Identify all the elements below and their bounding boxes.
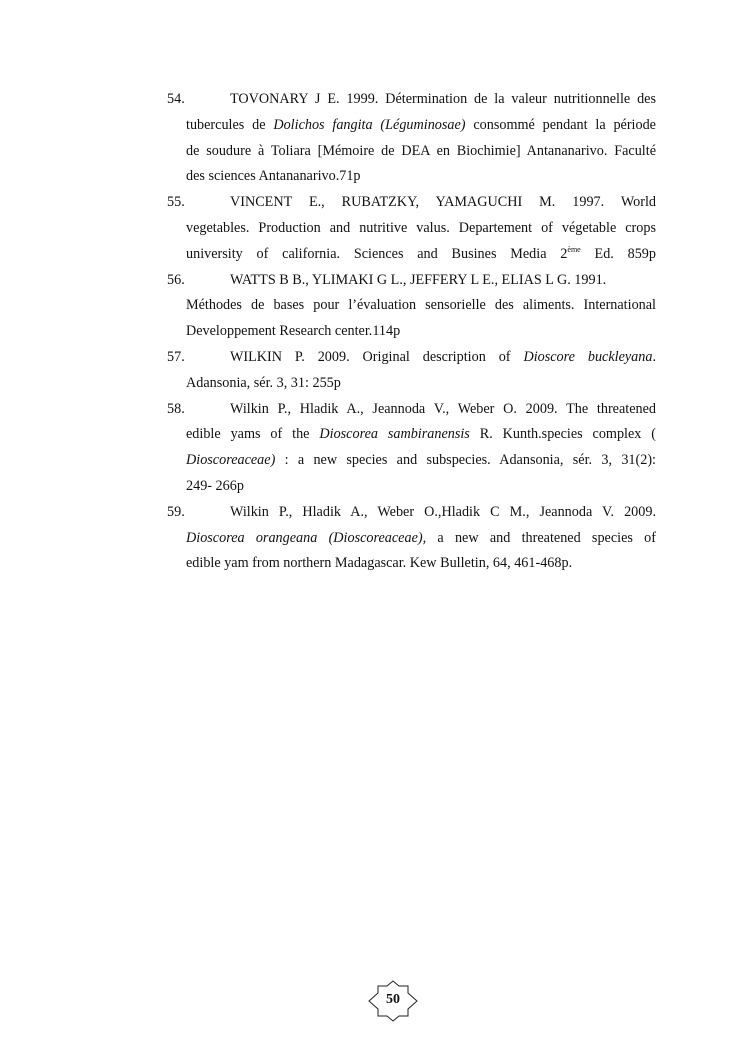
reference-text: VINCENT E., RUBATZKY, YAMAGUCHI M. 1997. World bbox=[230, 194, 656, 211]
reference-line: de soudure à Toliara [Mémoire de DEA en Biochimie] Antananarivo. Faculté bbox=[186, 142, 656, 159]
reference-57 bbox=[167, 345, 656, 397]
reference-line: university of california. Sciences and Busines Media 2ème Ed. 859p bbox=[186, 244, 656, 262]
reference-line: tubercules de Dolichos fangita (Léguminosae) consommé pendant la période bbox=[186, 116, 656, 133]
reference-54 bbox=[167, 87, 656, 190]
reference-line: Adansonia, sér. 3, 31: 255p bbox=[186, 374, 341, 391]
reference-number: 57. bbox=[167, 348, 185, 365]
page-number-badge bbox=[367, 980, 419, 1022]
reference-text: Wilkin P., Hladik A., Weber O.,Hladik C M., Jeannoda V. 2009. bbox=[230, 503, 656, 520]
reference-text: TOVONARY J E. 1999. Détermination de la valeur nutritionnelle des bbox=[230, 91, 656, 107]
reference-line: Dioscoreaceae) : a new species and subspecies. Adansonia, sér. 3, 31(2): bbox=[186, 452, 656, 469]
reference-line: edible yam from northern Madagascar. Kew Bulletin, 64, 461-468p. bbox=[186, 555, 573, 572]
reference-text: WILKIN P. 2009. Original description of Dioscore buckleyana. bbox=[230, 348, 657, 365]
reference-text: Wilkin P., Hladik A., Jeannoda V., Weber O. 2009. The threatened bbox=[230, 400, 656, 417]
page-number: 50 bbox=[386, 992, 400, 1007]
reference-number: 59. bbox=[167, 503, 185, 520]
reference-line: des sciences Antananarivo.71p bbox=[186, 168, 361, 185]
reference-line: Méthodes de bases pour l’évaluation sensorielle des aliments. International bbox=[186, 297, 656, 314]
reference-line: Developpement Research center.114p bbox=[186, 323, 401, 340]
reference-list bbox=[167, 87, 656, 577]
reference-number: 54. bbox=[167, 91, 185, 107]
reference-58 bbox=[167, 397, 656, 500]
reference-number: 58. bbox=[167, 400, 185, 417]
reference-line: edible yams of the Dioscorea sambiranensis R. Kunth.species complex ( bbox=[186, 426, 657, 443]
reference-line: 249- 266p bbox=[186, 477, 244, 494]
reference-line: Dioscorea orangeana (Dioscoreaceae), a new and threatened species of bbox=[186, 529, 656, 546]
reference-number: 55. bbox=[167, 194, 185, 211]
reference-59 bbox=[167, 500, 656, 577]
reference-line: vegetables. Production and nutritive valus. Departement of végetable crops bbox=[186, 219, 656, 236]
reference-number: 56. bbox=[167, 271, 185, 288]
reference-56 bbox=[167, 268, 656, 345]
reference-text: WATTS B B., YLIMAKI G L., JEFFERY L E., ELIAS L G. 1991. bbox=[230, 271, 607, 288]
reference-55 bbox=[167, 190, 656, 267]
